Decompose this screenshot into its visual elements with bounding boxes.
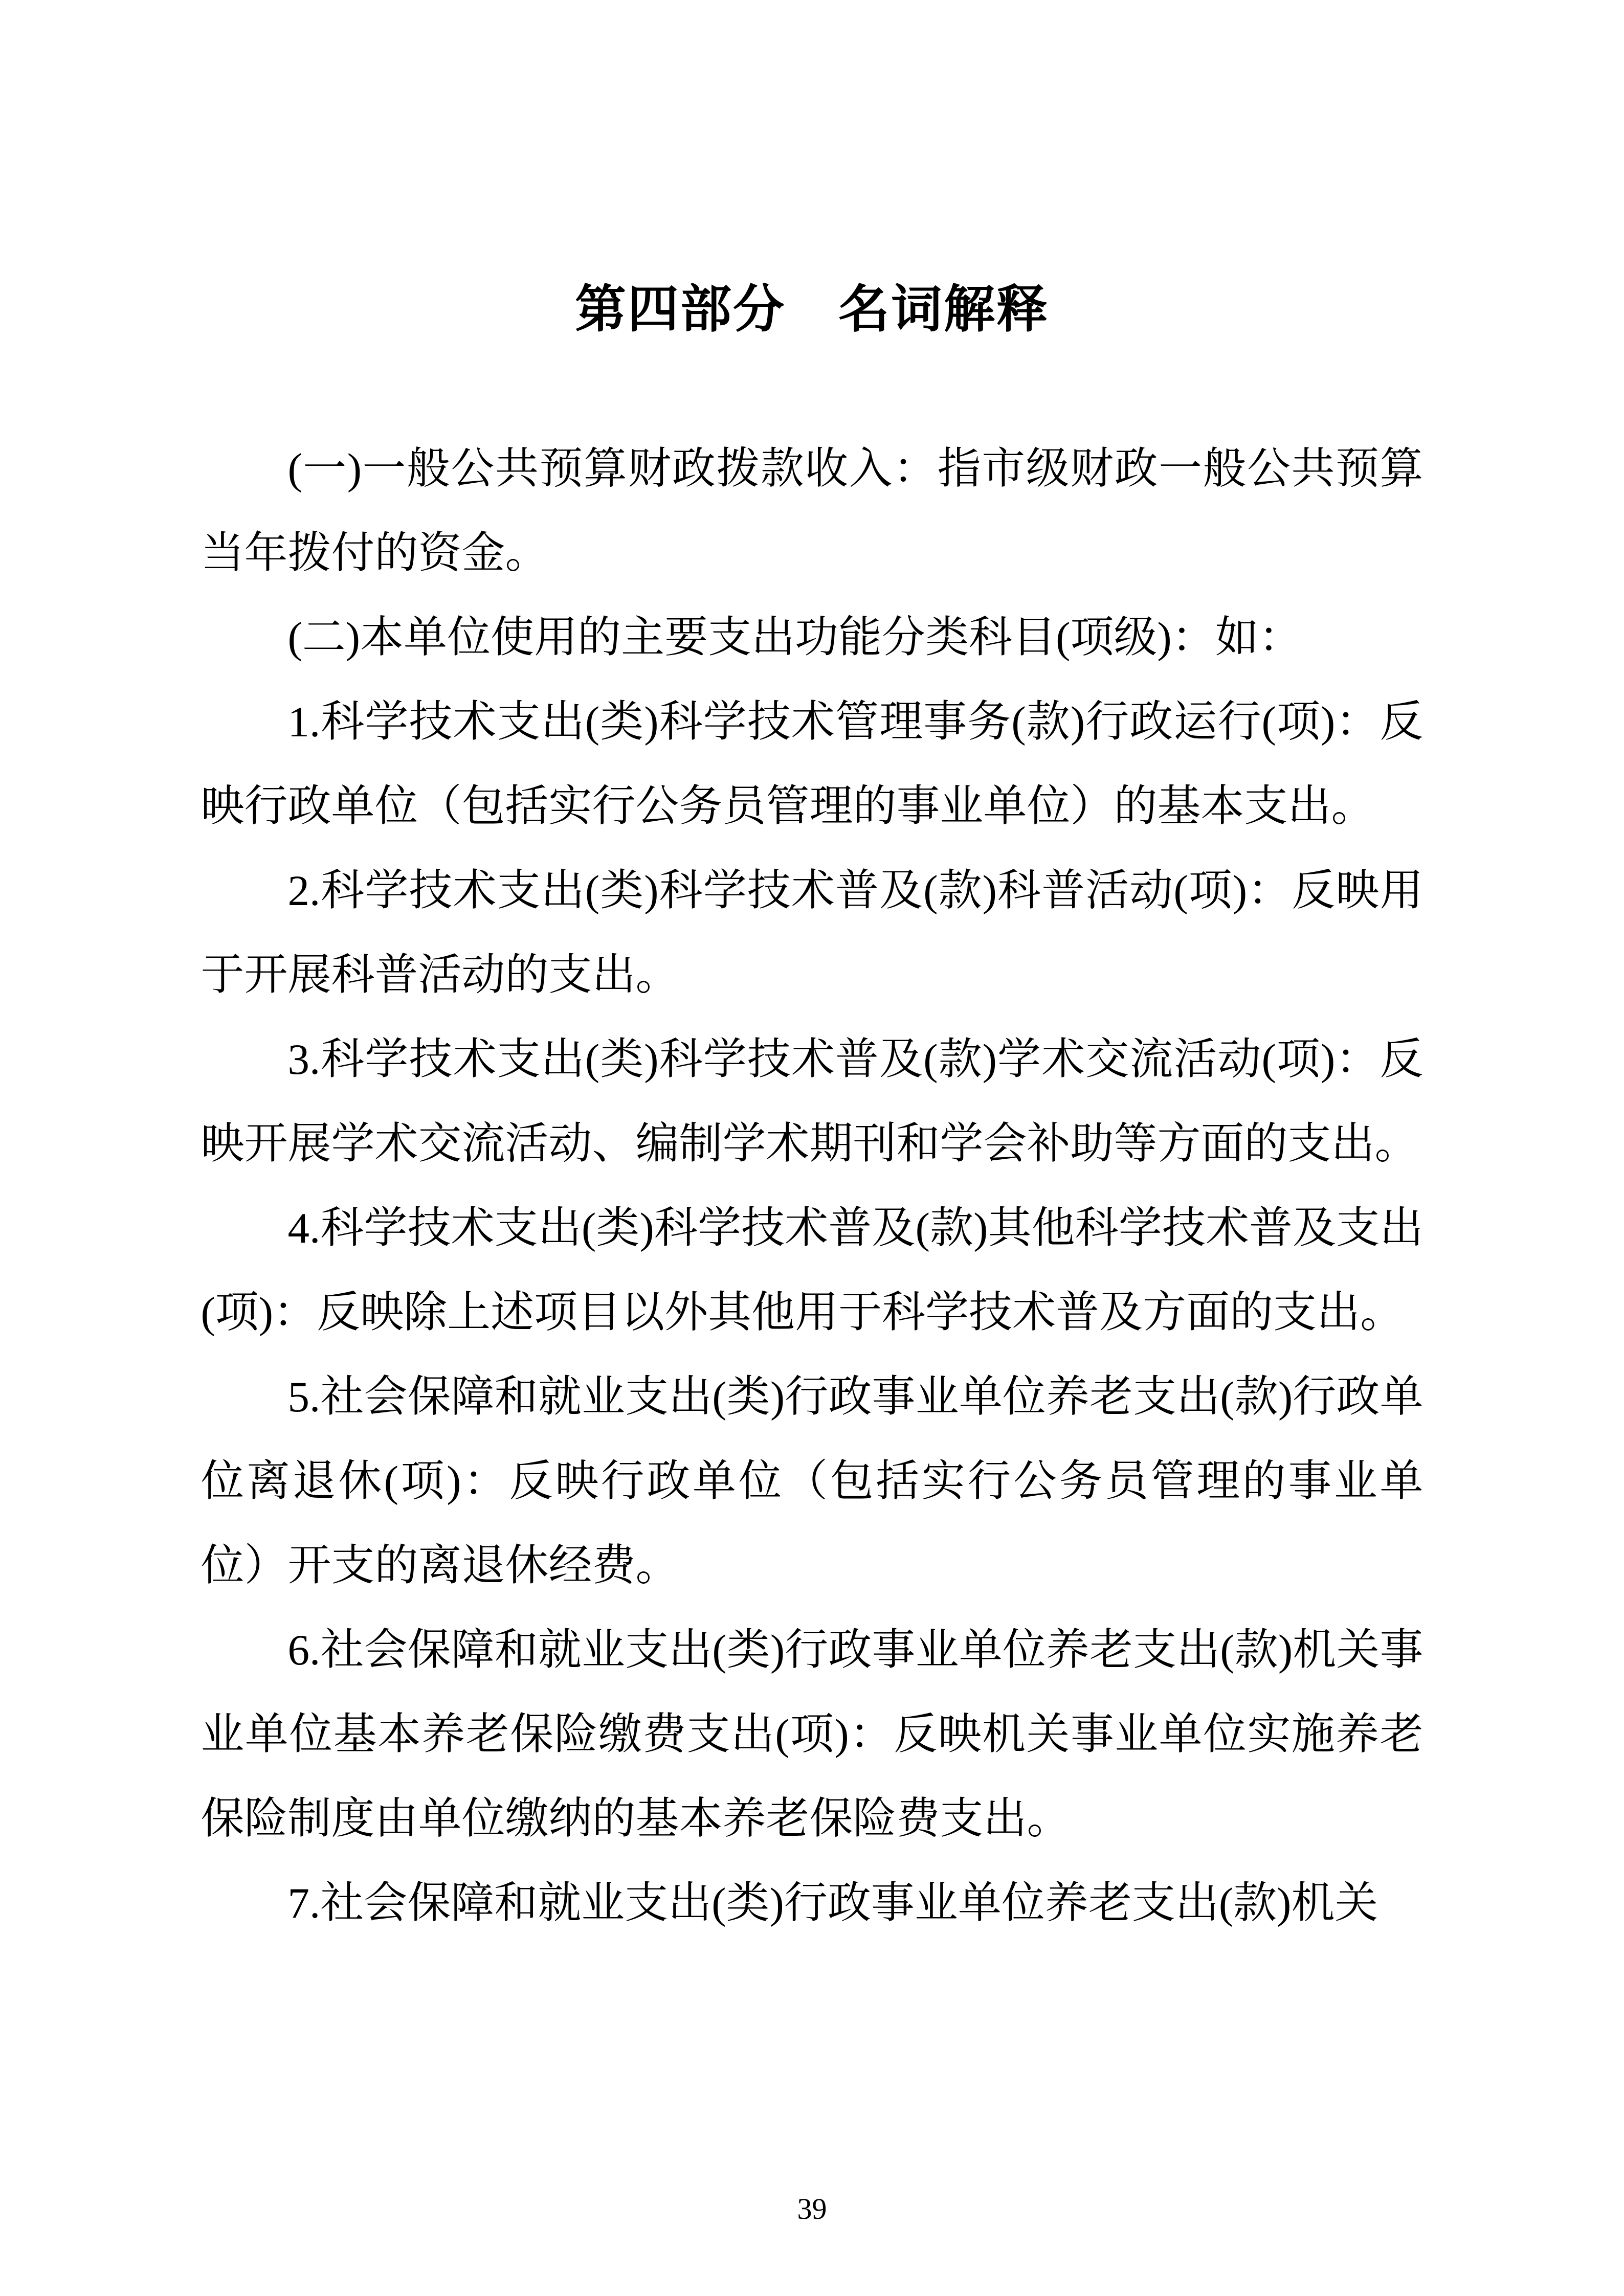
paragraph-item-2-science-popularization-activities: 2.科学技术支出(类)科学技术普及(款)科普活动(项)：反映用于开展科普活动的支出。: [201, 867, 1423, 999]
section-title: 第四部分 名词解释: [575, 281, 1049, 338]
document-body: [201, 427, 1423, 1946]
paragraph-item-5-retirement-expense: 5.社会保障和就业支出(类)行政事业单位养老支出(款)行政单位离退休(项)：反映行政单位（包括实行公务员管理的事业单位）开支的离退休经费。: [201, 1373, 1423, 1590]
paragraph-item-3-academic-exchange: 3.科学技术支出(类)科学技术普及(款)学术交流活动(项)：反映开展学术交流活动、编制学术期刊和学会补助等方面的支出。: [201, 1036, 1423, 1168]
paragraph-item-7-pension-truncated: 7.社会保障和就业支出(类)行政事业单位养老支出(款)机关: [287, 1879, 1378, 1927]
paragraph-expenditure-classification-intro: (二)本单位使用的主要支出功能分类科目(项级)：如：: [287, 614, 1302, 662]
paragraph-general-budget-income: (一)一般公共预算财政拨款收入：指市级财政一般公共预算当年拨付的资金。: [201, 445, 1423, 577]
paragraph-item-4-other-science-popularization: 4.科学技术支出(类)科学技术普及(款)其他科学技术普及支出(项)：反映除上述项目以外其他用于科学技术普及方面的支出。: [201, 1204, 1423, 1337]
paragraph-item-6-pension-insurance-contribution: 6.社会保障和就业支出(类)行政事业单位养老支出(款)机关事业单位基本养老保险缴费支出(项)：反映机关事业单位实施养老保险制度由单位缴纳的基本养老保险费支出。: [201, 1626, 1423, 1843]
page-number: 39: [797, 2192, 827, 2225]
paragraph-item-1-science-admin-operation: 1.科学技术支出(类)科学技术管理事务(款)行政运行(项)：反映行政单位（包括实行公务员管理的事业单位）的基本支出。: [201, 698, 1423, 830]
